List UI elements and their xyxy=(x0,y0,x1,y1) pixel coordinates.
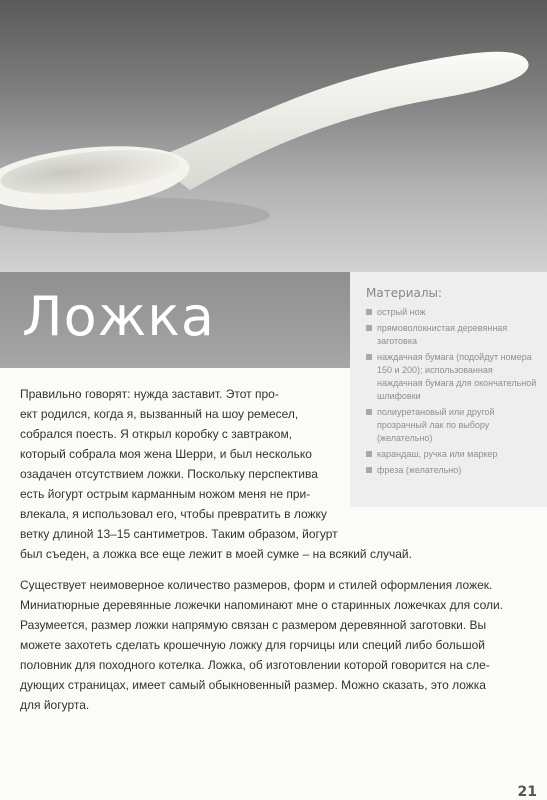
text-line: ект родился, когда я, вызванный на шоу ремесел, xyxy=(20,407,299,421)
materials-item-text: прямоволокнистая деревянная заготовка xyxy=(377,323,508,346)
text-line: дующих страницах, имеет самый обыкновенный размер. Можно сказать, это ложка xyxy=(20,678,486,692)
text-line: озадачен отсутствием ложки. Поскольку перспектива xyxy=(20,467,318,481)
text-line: ветку длиной 13–15 сантиметров. Таким образом, йогурт xyxy=(20,527,338,541)
materials-item-text: фреза (желательно) xyxy=(377,465,462,475)
page-number: 21 xyxy=(517,784,537,800)
materials-heading: Материалы: xyxy=(366,286,443,300)
text-line: собрался поесть. Я открыл коробку с завтраком, xyxy=(20,427,293,441)
text-line: был съеден, а ложка все еще лежит в моей сумке – на всякий случай. xyxy=(20,547,412,561)
text-line: для йогурта. xyxy=(20,698,90,712)
square-bullet-icon xyxy=(366,325,372,331)
materials-item xyxy=(366,322,537,348)
materials-item-text: полиуретановый или другой прозрачный лак по выбору (желательно) xyxy=(377,407,495,443)
materials-item-text: острый нож xyxy=(377,307,426,317)
square-bullet-icon xyxy=(366,309,372,315)
square-bullet-icon xyxy=(366,354,372,360)
page-title: Ложка xyxy=(22,285,215,348)
text-line: влекала, я использовал его, чтобы превратить в ложку xyxy=(20,507,327,521)
text-line: Правильно говорят: нужда заставит. Этот про- xyxy=(20,387,279,401)
materials-item-text: наждачная бумага (подойдут номера 150 и 200); использованная наждачная бумага для окончательной шлифовки xyxy=(377,352,537,401)
intro-paragraph xyxy=(20,384,412,564)
text-line: который собрала моя жена Шерри, и был несколько xyxy=(20,447,312,461)
text-line: есть йогурт острым карманным ножом меня не при- xyxy=(20,487,311,501)
spoon-illustration xyxy=(0,0,547,272)
text-line: Миниатюрные деревянные ложечки напоминают мне о старинных ложечках для соли. xyxy=(20,598,504,612)
materials-item xyxy=(366,306,537,319)
text-line: Существует неимоверное количество размеров, форм и стилей оформления ложек. xyxy=(20,578,493,592)
spoon-photo xyxy=(0,0,547,272)
text-line: можете захотеть сделать крошечную ложку для горчицы или специй либо большой xyxy=(20,638,486,652)
text-line: Разумеется, размер ложки напрямую связан с размером деревянной заготовки. Вы xyxy=(20,618,487,632)
body-paragraph xyxy=(20,575,530,715)
materials-item-text: карандаш, ручка или маркер xyxy=(377,449,498,459)
text-line: половник для походного котелка. Ложка, об изготовлении которой говорится на сле- xyxy=(20,658,490,672)
